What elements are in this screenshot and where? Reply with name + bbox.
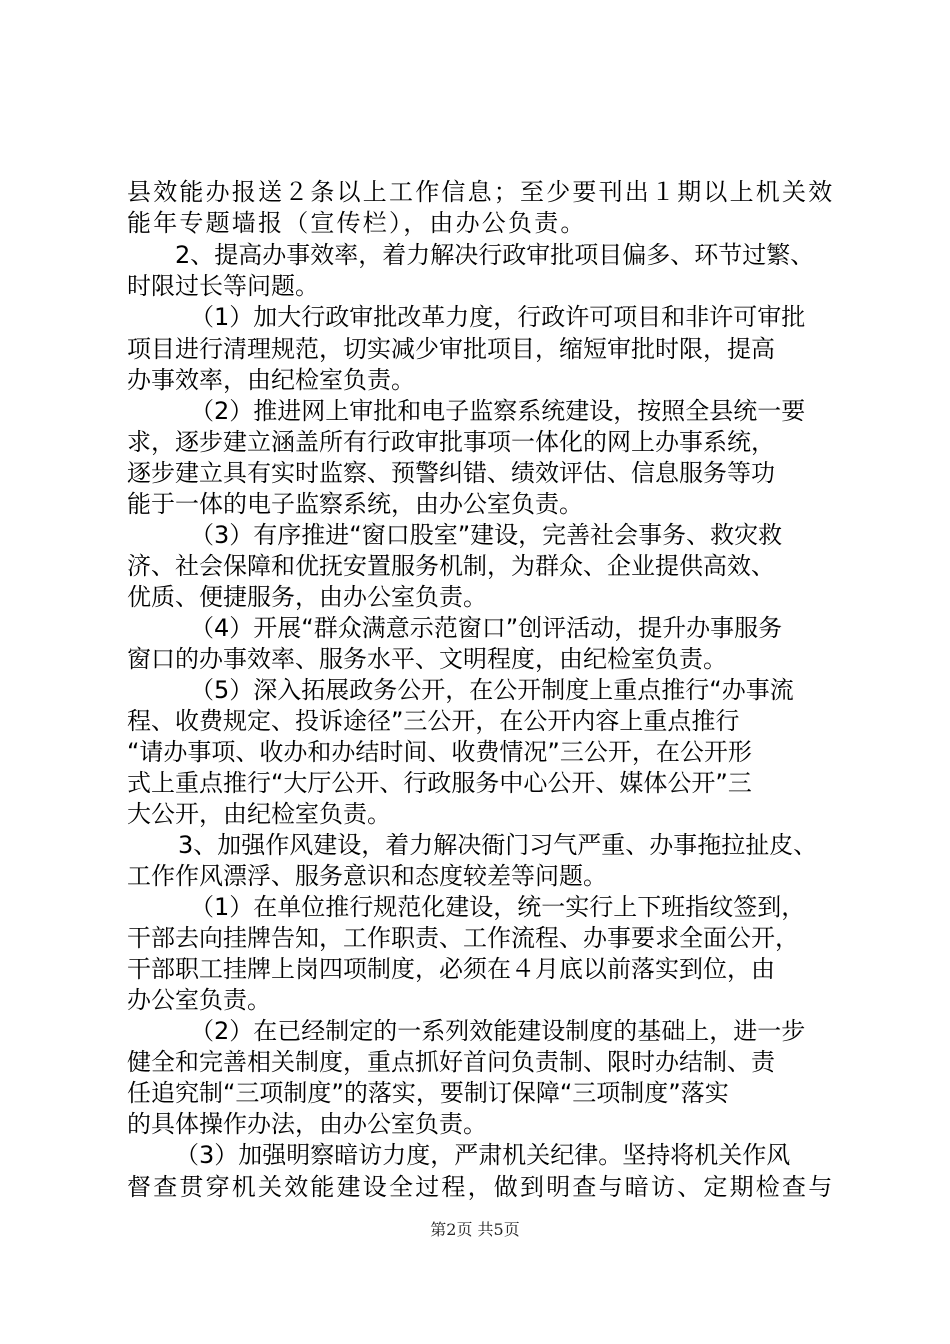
text-line: 干部职工挂牌上岗四项制度，必须在４月底以前落实到位，由 — [127, 955, 775, 983]
text-line: 项目进行清理规范，切实减少审批项目，缩短审批时限，提高 — [127, 335, 775, 363]
text-line: 求，逐步建立涵盖所有行政审批事项一体化的网上办事系统， — [127, 428, 775, 456]
text-line: 程、收费规定、投诉途径”三公开，在公开内容上重点推行 — [127, 707, 740, 735]
text-line: 的具体操作办法，由办公室负责。 — [127, 1110, 487, 1138]
text-line: 大公开，由纪检室负责。 — [127, 800, 391, 828]
text-line: 干部去向挂牌告知，工作职责、工作流程、办事要求全面公开， — [127, 924, 799, 952]
text-line: 逐步建立具有实时监察、预警纠错、绩效评估、信息服务等功 — [127, 459, 775, 487]
text-line: （2）在已经制定的一系列效能建设制度的基础上，进一步 — [190, 1017, 806, 1045]
text-line: 办公室负责。 — [127, 986, 271, 1014]
text-line: （5）深入拓展政务公开，在公开制度上重点推行“办事流 — [190, 676, 794, 704]
text-line: 式上重点推行“大厅公开、行政服务中心公开、媒体公开”三 — [127, 769, 752, 797]
text-line: 县效能办报送２条以上工作信息；至少要刊出１期以上机关效 — [127, 178, 835, 206]
text-line: （4）开展“群众满意示范窗口”创评活动，提升办事服务 — [190, 614, 783, 642]
page-footer: 第2页 共5页 — [430, 1220, 520, 1239]
text-line: 健全和完善相关制度，重点抓好首问负责制、限时办结制、责 — [127, 1048, 775, 1076]
text-line: 能年专题墙报（宣传栏），由办公负责。 — [127, 209, 587, 237]
text-line: 窗口的办事效率、服务水平、文明程度，由纪检室负责。 — [127, 645, 727, 673]
text-line: 2、提高办事效率，着力解决行政审批项目偏多、环节过繁、 — [175, 241, 815, 269]
text-line: 办事效率，由纪检室负责。 — [127, 366, 415, 394]
text-line: 济、社会保障和优抚安置服务机制，为群众、企业提供高效、 — [127, 552, 775, 580]
text-line: （1）加大行政审批改革力度，行政许可项目和非许可审批 — [190, 303, 806, 331]
text-line: （3）加强明察暗访力度，严肃机关纪律。坚持将机关作风 — [175, 1141, 791, 1169]
text-line: 优质、便捷服务，由办公室负责。 — [127, 583, 487, 611]
text-line: 时限过长等问题。 — [127, 272, 319, 300]
text-line: （3）有序推进“窗口股室”建设，完善社会事务、救灾救 — [190, 521, 783, 549]
text-line: 督查贯穿机关效能建设全过程，做到明查与暗访、定期检查与 — [127, 1173, 835, 1201]
text-line: “请办事项、收办和办结时间、收费情况”三公开，在公开形 — [127, 738, 752, 766]
text-line: 能于一体的电子监察系统，由办公室负责。 — [127, 490, 583, 518]
text-line: （1）在单位推行规范化建设，统一实行上下班指纹签到， — [190, 893, 806, 921]
text-line: 3、加强作风建设，着力解决衙门习气严重、办事拖拉扯皮、 — [178, 831, 818, 859]
text-line: （2）推进网上审批和电子监察系统建设，按照全县统一要 — [190, 397, 806, 425]
text-line: 任追究制“三项制度”的落实，要制订保障“三项制度”落实 — [127, 1079, 729, 1107]
text-line: 工作作风漂浮、服务意识和态度较差等问题。 — [127, 862, 607, 890]
